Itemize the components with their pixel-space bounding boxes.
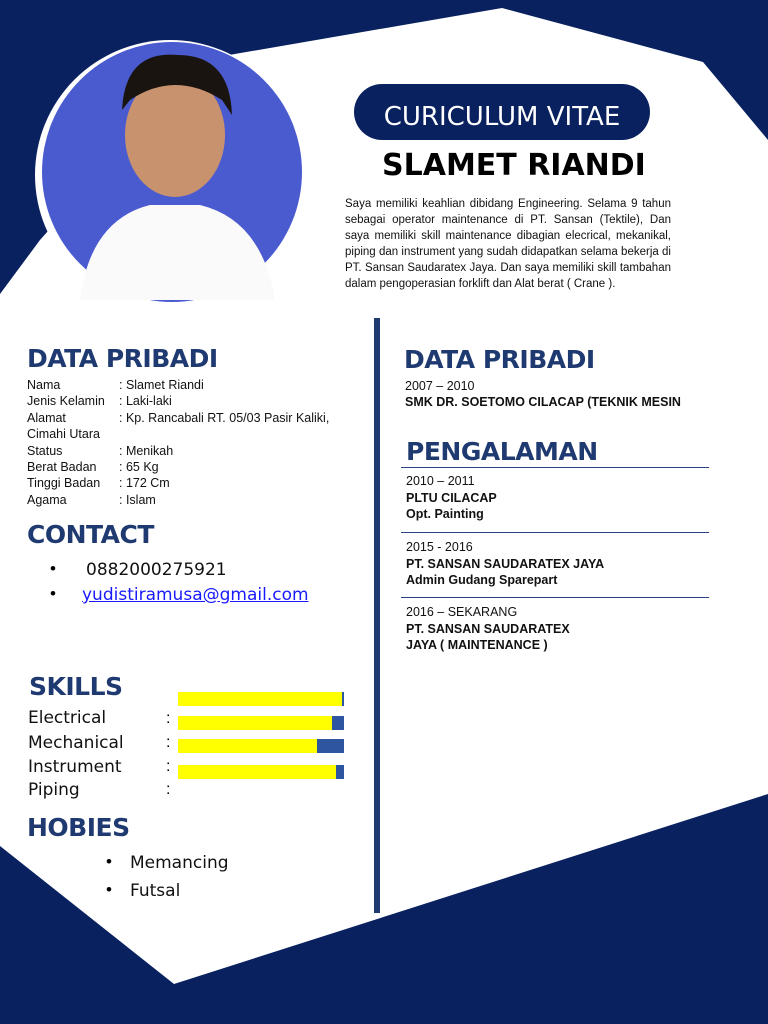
experience-item	[406, 604, 570, 654]
skill-bar-fill	[178, 716, 332, 730]
experience-company: PT. SANSAN SAUDARATEX JAYA	[406, 556, 605, 571]
experience-title: PENGALAMAN	[406, 437, 598, 466]
experience-company: PLTU CILACAP	[406, 490, 497, 505]
personal-title: DATA PRIBADI	[27, 344, 218, 373]
personal-table	[27, 378, 329, 509]
colon: :	[166, 758, 171, 775]
bullet-icon: •	[106, 880, 112, 899]
hobby-item: Futsal	[130, 881, 181, 901]
experience-item	[406, 473, 497, 523]
skill-bar	[178, 739, 344, 753]
hobbies-title: HOBIES	[27, 813, 130, 842]
value: : 65 Kg	[119, 459, 159, 474]
skill-bar	[178, 692, 344, 706]
label: Nama	[27, 378, 61, 392]
divider	[401, 597, 709, 598]
label: Status	[27, 443, 63, 458]
value: : 172 Cm	[119, 476, 170, 491]
label: Alamat	[27, 410, 66, 425]
value: : Laki-laki	[119, 394, 172, 409]
skill-bar	[178, 716, 344, 730]
skill-bar-fill	[178, 692, 342, 706]
value: : Menikah	[119, 443, 174, 458]
skill-bar	[178, 765, 344, 779]
label: Berat Badan	[27, 459, 97, 474]
skills-title: SKILLS	[29, 672, 123, 701]
contact-email-link[interactable]: yudistiramusa@gmail.com	[82, 585, 309, 605]
hobby-item: Memancing	[130, 853, 229, 873]
experience-years: 2015 - 2016	[406, 540, 473, 554]
value: : Slamet Riandi	[119, 378, 204, 392]
label: Cimahi Utara	[27, 427, 100, 442]
value: : Islam	[119, 492, 156, 507]
label: Agama	[27, 492, 67, 507]
contact-phone: 0882000275921	[86, 560, 227, 580]
skill-label: Electrical	[28, 708, 107, 728]
experience-company: PT. SANSAN SAUDARATEX	[406, 621, 570, 636]
contact-title: CONTACT	[27, 520, 154, 549]
skill-label: Mechanical	[28, 733, 124, 753]
experience-role: Admin Gudang Sparepart	[406, 573, 558, 587]
bullet-icon: •	[50, 559, 56, 578]
skill-label: Piping	[28, 780, 80, 800]
skill-label: Instrument	[28, 757, 122, 777]
divider	[401, 532, 709, 533]
summary: Saya memiliki keahlian dibidang Engineering. Selama 9 tahun sebagai operator maintenance di PT. Sansan (Tektile), Dan saya memiliki skill maintenance dibagian elecrical, mekanikal, piping dan instrument yang sudah didapatkan selama bekerja di PT. Sansan Saudaratex Jaya. Dan saya memiliki skill tambahan dalam pengoperasian forklift dan Alat berat ( Crane ).	[345, 198, 671, 290]
bullet-icon: •	[106, 852, 112, 871]
column-divider	[374, 318, 380, 913]
colon: :	[166, 710, 171, 727]
bullet-icon: •	[50, 584, 56, 603]
experience-role: Opt. Painting	[406, 507, 484, 521]
skill-bar-fill	[178, 765, 336, 779]
value: : Kp. Rancabali RT. 05/03 Pasir Kaliki,	[119, 410, 330, 425]
colon: :	[166, 781, 171, 798]
education-years: 2007 – 2010	[405, 379, 475, 393]
cv-badge: CURICULUM VITAE	[354, 84, 650, 140]
experience-years: 2010 – 2011	[406, 474, 475, 488]
education-title: DATA PRIBADI	[404, 345, 595, 374]
experience-years: 2016 – SEKARANG	[406, 605, 518, 619]
divider	[401, 467, 709, 468]
experience-role: JAYA ( MAINTENANCE )	[406, 638, 548, 652]
skill-bar-fill	[178, 739, 317, 753]
label: Tinggi Badan	[27, 476, 101, 491]
education-school: SMK DR. SOETOMO CILACAP (TEKNIK MESIN	[405, 395, 681, 409]
colon: :	[166, 734, 171, 751]
experience-item	[406, 539, 604, 589]
label: Jenis Kelamin	[27, 394, 105, 409]
candidate-name: SLAMET RIANDI	[382, 148, 646, 183]
